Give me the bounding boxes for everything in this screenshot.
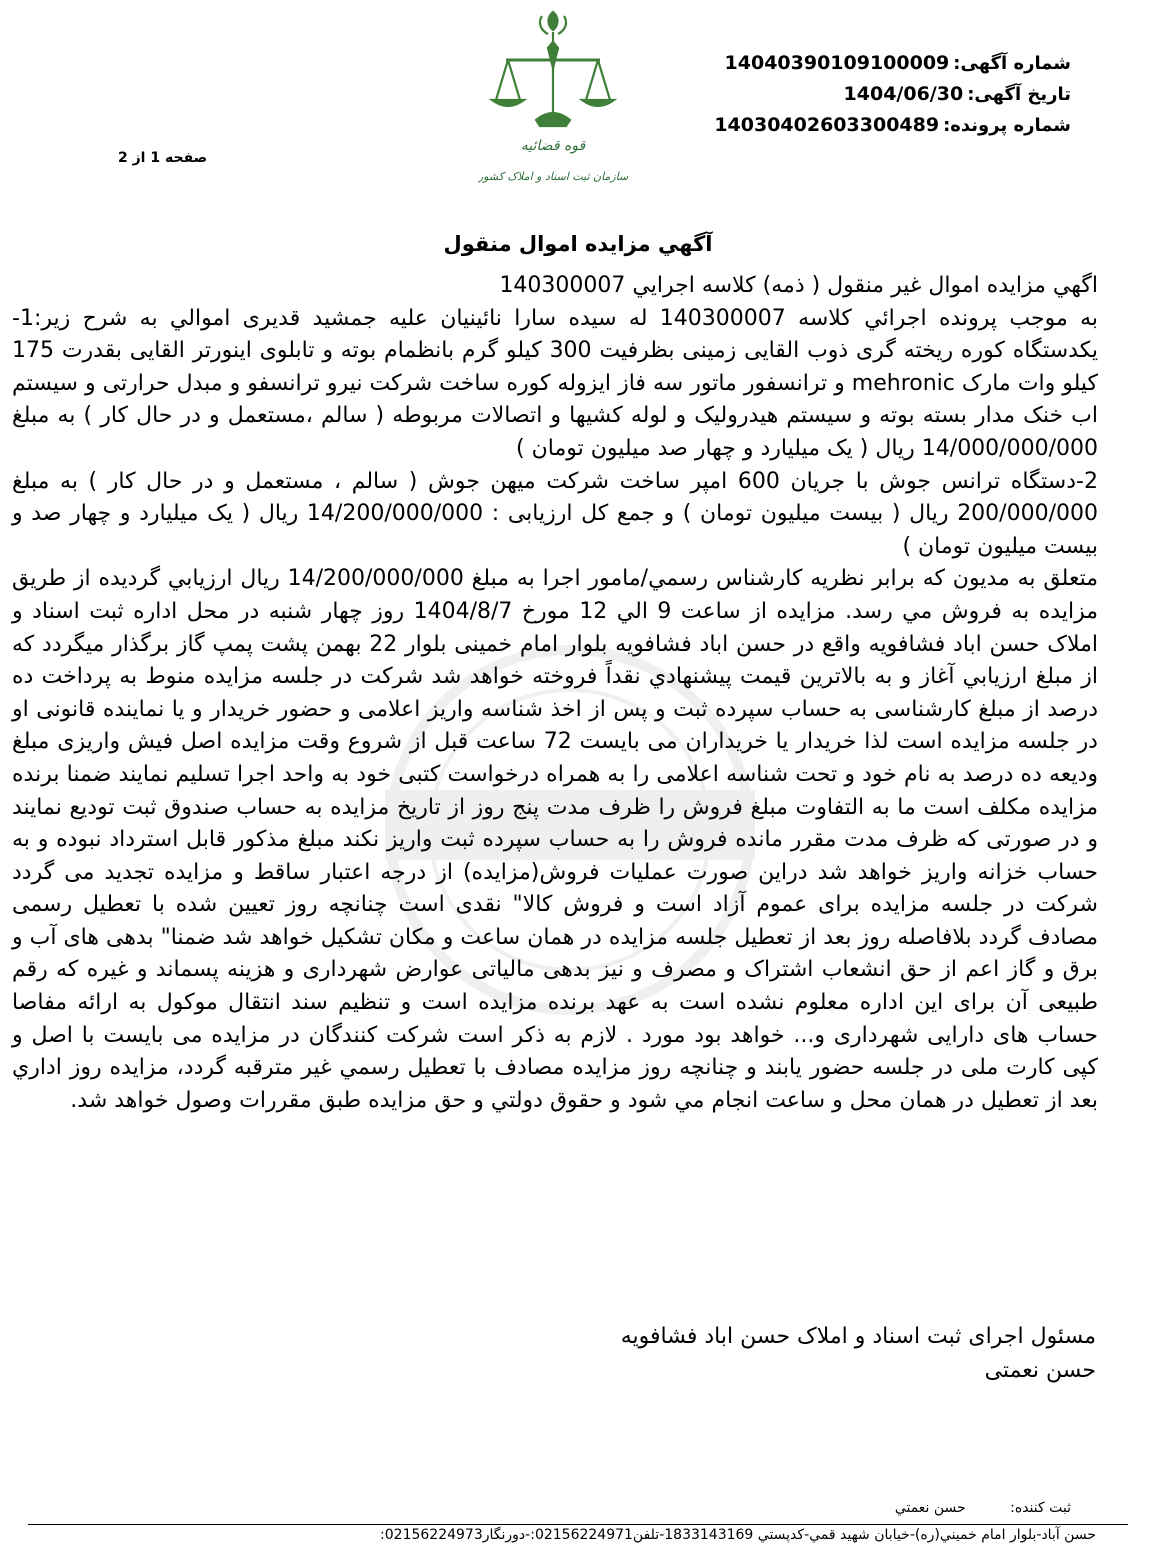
page-number: صفحه 1 از 2 <box>118 150 208 166</box>
notice-date-row <box>631 79 1071 110</box>
emblem-text-2: سازمان ثبت اسناد و املاک کشور <box>478 170 628 183</box>
item-1-paragraph: به موجب پرونده اجرائي كلاسه 140300007 له سيده سارا نائينيان عليه جمشيد قديری اموالي به شرح زير:1- يکدستگاه کوره ريخته گری ذوب القايی زمينی بظرفيت 300 کيلو گرم بانظمام بوته و تابلوی اينورتر القايی بقدرت 175 کيلو وات مارک mehronic و ترانسفور ماتور سه فاز ايزوله کوره ساخت شرکت نيرو ترانسفو و مبدل حرارتی و سيستم اب خنک مدار بسته بوته و سيستم هيدروليک و لوله کشيها و اتصالات مربوطه ( سالم ،مستعمل و در حال کار ) به مبلغ 14/000/000/000 ريال ( يک ميليارد و چهار صد ميليون تومان ) <box>12 305 1099 461</box>
footer-divider <box>28 1524 1128 1525</box>
file-number: 14030402603300489 <box>714 114 940 136</box>
notice-number: 14040390109100009 <box>724 52 950 74</box>
recorder-name: حسن نعمتي <box>894 1500 966 1516</box>
recorder-line <box>895 1500 1071 1516</box>
footer-address: حسن آباد-بلوار امام خميني(ره)-خيابان شهيد قمي-کدپستي 1833143169-تلفن02156224971:-دورنگار02156224973: <box>380 1527 1096 1543</box>
notice-number-label: شماره آگهی: <box>953 53 1071 74</box>
auction-terms-paragraph: متعلق به مديون كه برابر نظريه كارشناس رسمي/مامور اجرا به مبلغ 14/200/000/000 ريال ارزيابي گرديده از طريق مزايده به فروش مي رسد. مزايده از ساعت 9 الي 12 مورخ 1404/8/7 روز چهار شنبه در محل اداره ثبت اسناد و املاک حسن اباد فشافويه واقع در حسن اباد فشافويه بلوار امام خمينی بلوار 22 بهمن پشت پمپ گاز برگذار ميگردد كه از مبلغ ارزيابي آغاز و به بالاترين قيمت پيشنهادي نقداً فروخته خواهد شد شرکت در جلسه مزايده منوط به پرداخت ده درصد از مبلغ کارشناسی به حساب سپرده ثبت و پس از اخذ شناسه واريز اعلامی و حضور خريدار و يا نماينده قانونی او در جلسه مزايده است لذا خريدار يا خريداران می بايست 72 ساعت قبل از شروع وقت مزايده اصل فيش واريزی مبلغ وديعه ده درصد به نام خود و تحت شناسه اعلامی را به همراه درخواست کتبی خود به واحد اجرا تسليم نمايند ضمنا برنده مزايده مکلف است ما به التفاوت مبلغ فروش را ظرف مدت پنج روز از تاريخ مزايده به حساب صندوق ثبت توديع نمايند و در صورتی که ظرف مدت مقرر مانده فروش را به حساب سپرده ثبت واريز نکند مبلغ مذکور قابل استرداد نبوده و به حساب خزانه واريز خواهد شد دراين صورت عمليات فروش(مزايده) از درجه اعتبار ساقط و مزايده تجديد می گردد شرکت در جلسه مزايده برای عموم آزاد است و فروش کالا" نقدی است چنانچه روز تعيين شده با تعطيل رسمی مصادف گردد بلافاصله روز بعد از تعطيل جلسه مزايده در همان ساعت و مکان تشکيل خواهد شد ضمنا" بدهی های آب و برق و گاز اعم از حق انشعاب اشتراک و مصرف و نيز بدهی مالياتی عوارض شهرداری و هزينه پسماند و غيره که رقم طبيعی آن برای اين اداره معلوم نشده است به عهد برنده مزايده است و تنظيم سند انتقال موکول به ارائه مفاصا حساب های دارايی شهرداری و... خواهد بود مورد . لازم به ذکر است شرکت کنندگان در مزايده می بايست با اصل و کپی کارت ملی در جلسه حضور يابند و چنانچه روز مزايده مصادف با تعطيل رسمي غير مترقبه گردد، مزايده روز اداري بعد از تعطيل در همان محل و ساعت انجام مي شود و حقوق دولتي و حق مزايده طبق مقررات وصول خواهد شد. <box>12 566 1098 1113</box>
page-title: آگهي مزايده اموال منقول <box>443 232 713 256</box>
notice-date-label: تاریخ آگهی: <box>967 84 1071 105</box>
case-heading: اگهي مزايده اموال غير منقول ( ذمه) كلاسه اجرايي 140300007 <box>499 273 1098 298</box>
signature-block <box>621 1320 1096 1388</box>
judiciary-emblem <box>478 8 628 198</box>
item-2-paragraph: 2-دستگاه ترانس جوش با جريان 600 امپر ساخت شرکت ميهن جوش ( سالم ، مستعمل و در حال کار ) به مبلغ 200/000/000 ريال ( بيست ميليون تومان ) و جمع کل ارزيابی : 14/200/000/000 ريال ( يک ميليارد و چهار صد و بيست ميليون تومان ) <box>12 468 1098 559</box>
recorder-label: ثبت کننده: <box>1010 1500 1071 1516</box>
signature-office: مسئول اجرای ثبت اسناد و املاک حسن اباد فشافويه <box>620 1324 1096 1349</box>
notice-metadata <box>631 48 1071 141</box>
notice-number-row <box>631 48 1071 79</box>
file-number-row <box>631 110 1071 141</box>
file-number-label: شماره پرونده: <box>943 115 1071 136</box>
emblem-text-1: قوه قضائیه <box>520 138 586 154</box>
notice-date: 1404/06/30 <box>843 83 964 105</box>
notice-body <box>12 270 1098 1117</box>
signature-name: حسن نعمتی <box>984 1358 1096 1383</box>
